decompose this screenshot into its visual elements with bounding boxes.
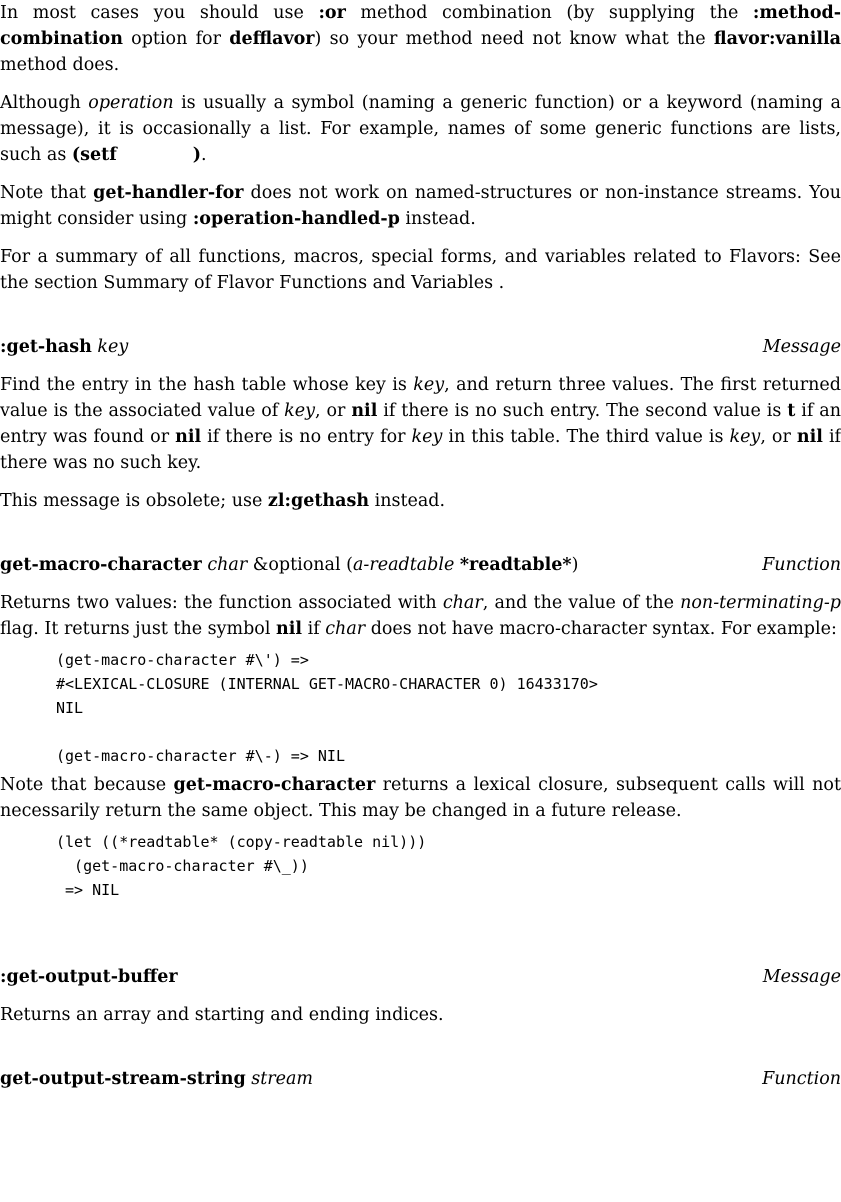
text: . (201, 145, 207, 165)
text: if an entry was found or (0, 401, 841, 447)
text: is usually a symbol (naming a generic function) or a keyword (naming a message), it is occasionally a list. For example, names of some generic functions are lists, such as (0, 93, 841, 165)
text: method combination (by supplying the (345, 3, 753, 23)
argument-term: operation (88, 93, 174, 113)
default-value: *readtable* (459, 555, 572, 575)
lambda-keyword: &optional (252, 555, 341, 575)
code-term: ) (192, 145, 202, 165)
code-example: (let ((*readtable* (copy-readtable nil))) (get-macro-character #\_)) => NIL (56, 833, 427, 899)
text: Although (0, 93, 89, 113)
text: option for (122, 29, 230, 49)
text: Note that (0, 183, 94, 203)
entry-header-get-output-buffer (0, 964, 841, 990)
text: This message is obsolete; use (0, 491, 268, 511)
text: instead. (369, 491, 446, 511)
text: instead. (399, 209, 476, 229)
entry-note (0, 488, 841, 514)
text: if there is no such entry. The second value is (377, 401, 788, 421)
entry-type: Message (762, 337, 841, 357)
text: , and return three values. The first returned value is the associated value of (0, 375, 841, 421)
text: does not work on named-structures or non-instance streams. You might consider using (0, 183, 841, 229)
argument-term: non-terminating-p (680, 593, 841, 613)
entry-name: get-output-stream-string (0, 1069, 246, 1089)
code-term: :method-combination (0, 3, 841, 49)
entry-header-get-macro-character (0, 552, 841, 578)
code-term: get-macro-character (173, 775, 376, 795)
paren: ) (571, 555, 579, 575)
text: Returns two values: the function associated with (0, 593, 443, 613)
argument-term: char (325, 619, 366, 639)
code-term: nil (276, 619, 303, 639)
paragraph-summary-link: For a summary of all functions, macros, special forms, and variables related to Flavors: See the section Summary of Flavor Functions and Variables . (0, 247, 841, 293)
text: In most cases you should use (0, 3, 319, 23)
text: if (302, 619, 326, 639)
paragraph-method-combination (0, 0, 841, 78)
entry-signature (0, 552, 578, 578)
argument-term: key (411, 427, 443, 447)
argument-term: char (442, 593, 483, 613)
argument-term: key (284, 401, 316, 421)
entry-description (0, 372, 841, 476)
entry-description: Returns an array and starting and ending indices. (0, 1005, 444, 1025)
text: , and the value of the (482, 593, 681, 613)
entry-type: Message (762, 967, 841, 987)
entry-name: :get-hash (0, 337, 92, 357)
entry-type: Function (762, 1069, 841, 1089)
text: method does. (0, 55, 120, 75)
code-term: nil (175, 427, 202, 447)
text: ) so your method need not know what the (314, 29, 714, 49)
entry-signature (0, 334, 128, 360)
entry-args: key (97, 337, 129, 357)
entry-args: a-readtable (353, 555, 455, 575)
entry-type: Function (762, 555, 841, 575)
code-term: zl:gethash (267, 491, 370, 511)
paragraph-get-handler-for (0, 180, 841, 232)
code-term: flavor:vanilla (713, 29, 841, 49)
code-term: get-handler-for (93, 183, 244, 203)
argument-term: key (729, 427, 761, 447)
entry-name: :get-output-buffer (0, 967, 178, 987)
entry-args: char (207, 555, 248, 575)
entry-description (0, 590, 841, 642)
text: does not have macro-character syntax. For example: (365, 619, 837, 639)
text: flag. It returns just the symbol (0, 619, 277, 639)
entry-description (0, 772, 841, 824)
text: , or (315, 401, 352, 421)
code-term: defflavor (229, 29, 315, 49)
argument-term: key (413, 375, 445, 395)
code-term: :or (318, 3, 346, 23)
text: returns a lexical closure, subsequent calls will not necessarily return the same object. This may be changed in a future release. (0, 775, 841, 821)
entry-header-get-output-stream-string (0, 1066, 841, 1092)
code-term: :operation-handled-p (192, 209, 400, 229)
text: Note that because (0, 775, 174, 795)
code-term: nil (351, 401, 378, 421)
code-example: (get-macro-character #\') => #<LEXICAL-CLOSURE (INTERNAL GET-MACRO-CHARACTER 0) 16433170> NIL (get-macro-character #\-) => NIL (56, 651, 598, 765)
code-term: nil (796, 427, 823, 447)
text: if there was no such key. (0, 427, 841, 473)
text: if there is no entry for (201, 427, 412, 447)
entry-name: get-macro-character (0, 555, 202, 575)
text: in this table. The third value is (442, 427, 730, 447)
code-term: (setf (71, 145, 117, 165)
entry-args: stream (251, 1069, 314, 1089)
paren: ( (346, 555, 353, 575)
paragraph-operation (0, 90, 841, 168)
entry-signature (0, 1066, 313, 1092)
text: Find the entry in the hash table whose key is (0, 375, 414, 395)
text: , or (760, 427, 797, 447)
code-term: t (787, 401, 796, 421)
entry-header-get-hash (0, 334, 841, 360)
